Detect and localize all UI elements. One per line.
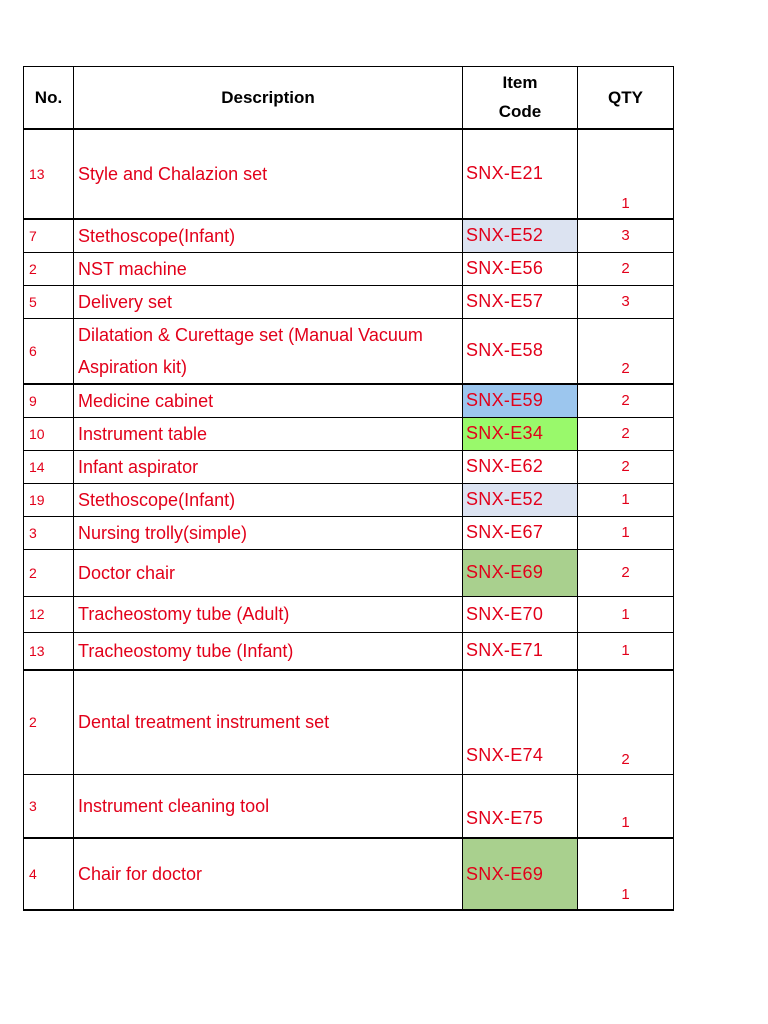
row-no: 10 bbox=[24, 417, 74, 450]
row-no: 2 bbox=[24, 549, 74, 596]
row-qty: 2 bbox=[578, 549, 674, 596]
row-item-code: SNX-E34 bbox=[463, 417, 578, 450]
row-no: 3 bbox=[24, 774, 74, 838]
row-item-code: SNX-E56 bbox=[463, 252, 578, 285]
header-qty: QTY bbox=[578, 67, 674, 129]
row-qty: 2 bbox=[578, 318, 674, 384]
row-qty: 3 bbox=[578, 219, 674, 253]
row-item-code: SNX-E52 bbox=[463, 219, 578, 253]
row-item-code: SNX-E75 bbox=[463, 774, 578, 838]
row-no: 6 bbox=[24, 318, 74, 384]
row-qty: 2 bbox=[578, 670, 674, 774]
header-item-code-line2: Code bbox=[498, 102, 542, 122]
table-row bbox=[24, 549, 674, 596]
row-description: Nursing trolly(simple) bbox=[74, 516, 463, 549]
equipment-table bbox=[23, 66, 674, 911]
row-description: Delivery set bbox=[74, 285, 463, 318]
table-row bbox=[24, 516, 674, 549]
row-no: 19 bbox=[24, 483, 74, 516]
table-row bbox=[24, 129, 674, 219]
table-row bbox=[24, 596, 674, 632]
row-description: Style and Chalazion set bbox=[74, 129, 463, 219]
row-qty: 2 bbox=[578, 450, 674, 483]
row-item-code: SNX-E69 bbox=[463, 549, 578, 596]
table-header-row bbox=[24, 67, 674, 129]
row-qty: 1 bbox=[578, 129, 674, 219]
row-no: 7 bbox=[24, 219, 74, 253]
row-description: Tracheostomy tube (Infant) bbox=[74, 632, 463, 670]
row-description: NST machine bbox=[74, 252, 463, 285]
row-qty: 1 bbox=[578, 516, 674, 549]
row-item-code: SNX-E21 bbox=[463, 129, 578, 219]
row-qty: 1 bbox=[578, 838, 674, 910]
row-no: 13 bbox=[24, 632, 74, 670]
row-no: 14 bbox=[24, 450, 74, 483]
row-no: 2 bbox=[24, 670, 74, 774]
header-item-code bbox=[463, 67, 578, 129]
row-item-code: SNX-E58 bbox=[463, 318, 578, 384]
table-row bbox=[24, 285, 674, 318]
table-row bbox=[24, 318, 674, 384]
row-no: 4 bbox=[24, 838, 74, 910]
row-item-code: SNX-E70 bbox=[463, 596, 578, 632]
table-row bbox=[24, 632, 674, 670]
row-no: 9 bbox=[24, 384, 74, 418]
table-row bbox=[24, 483, 674, 516]
row-item-code: SNX-E74 bbox=[463, 670, 578, 774]
row-qty: 2 bbox=[578, 417, 674, 450]
table-row bbox=[24, 219, 674, 253]
row-description: Stethoscope(Infant) bbox=[74, 483, 463, 516]
row-no: 5 bbox=[24, 285, 74, 318]
row-item-code: SNX-E52 bbox=[463, 483, 578, 516]
row-qty: 1 bbox=[578, 774, 674, 838]
row-description: Medicine cabinet bbox=[74, 384, 463, 418]
row-description: Dilatation & Curettage set (Manual Vacuum Aspiration kit) bbox=[74, 318, 463, 384]
row-no: 13 bbox=[24, 129, 74, 219]
row-no: 2 bbox=[24, 252, 74, 285]
row-description: Instrument table bbox=[74, 417, 463, 450]
row-item-code: SNX-E69 bbox=[463, 838, 578, 910]
row-description: Chair for doctor bbox=[74, 838, 463, 910]
table-row bbox=[24, 450, 674, 483]
row-qty: 1 bbox=[578, 632, 674, 670]
row-description: Infant aspirator bbox=[74, 450, 463, 483]
row-description: Doctor chair bbox=[74, 549, 463, 596]
header-item-code-line1: Item bbox=[502, 73, 538, 93]
row-qty: 2 bbox=[578, 252, 674, 285]
row-qty: 1 bbox=[578, 483, 674, 516]
row-no: 12 bbox=[24, 596, 74, 632]
row-item-code: SNX-E57 bbox=[463, 285, 578, 318]
table-row bbox=[24, 384, 674, 418]
row-item-code: SNX-E71 bbox=[463, 632, 578, 670]
row-description: Tracheostomy tube (Adult) bbox=[74, 596, 463, 632]
row-description: Instrument cleaning tool bbox=[74, 774, 463, 838]
row-qty: 1 bbox=[578, 596, 674, 632]
row-qty: 3 bbox=[578, 285, 674, 318]
header-description: Description bbox=[74, 67, 463, 129]
table-row bbox=[24, 252, 674, 285]
row-item-code: SNX-E59 bbox=[463, 384, 578, 418]
row-qty: 2 bbox=[578, 384, 674, 418]
table-row bbox=[24, 774, 674, 838]
table-row bbox=[24, 417, 674, 450]
row-item-code: SNX-E67 bbox=[463, 516, 578, 549]
table-row bbox=[24, 670, 674, 774]
row-description: Dental treatment instrument set bbox=[74, 670, 463, 774]
table-row bbox=[24, 838, 674, 910]
row-description: Stethoscope(Infant) bbox=[74, 219, 463, 253]
row-item-code: SNX-E62 bbox=[463, 450, 578, 483]
row-no: 3 bbox=[24, 516, 74, 549]
header-no: No. bbox=[24, 67, 74, 129]
